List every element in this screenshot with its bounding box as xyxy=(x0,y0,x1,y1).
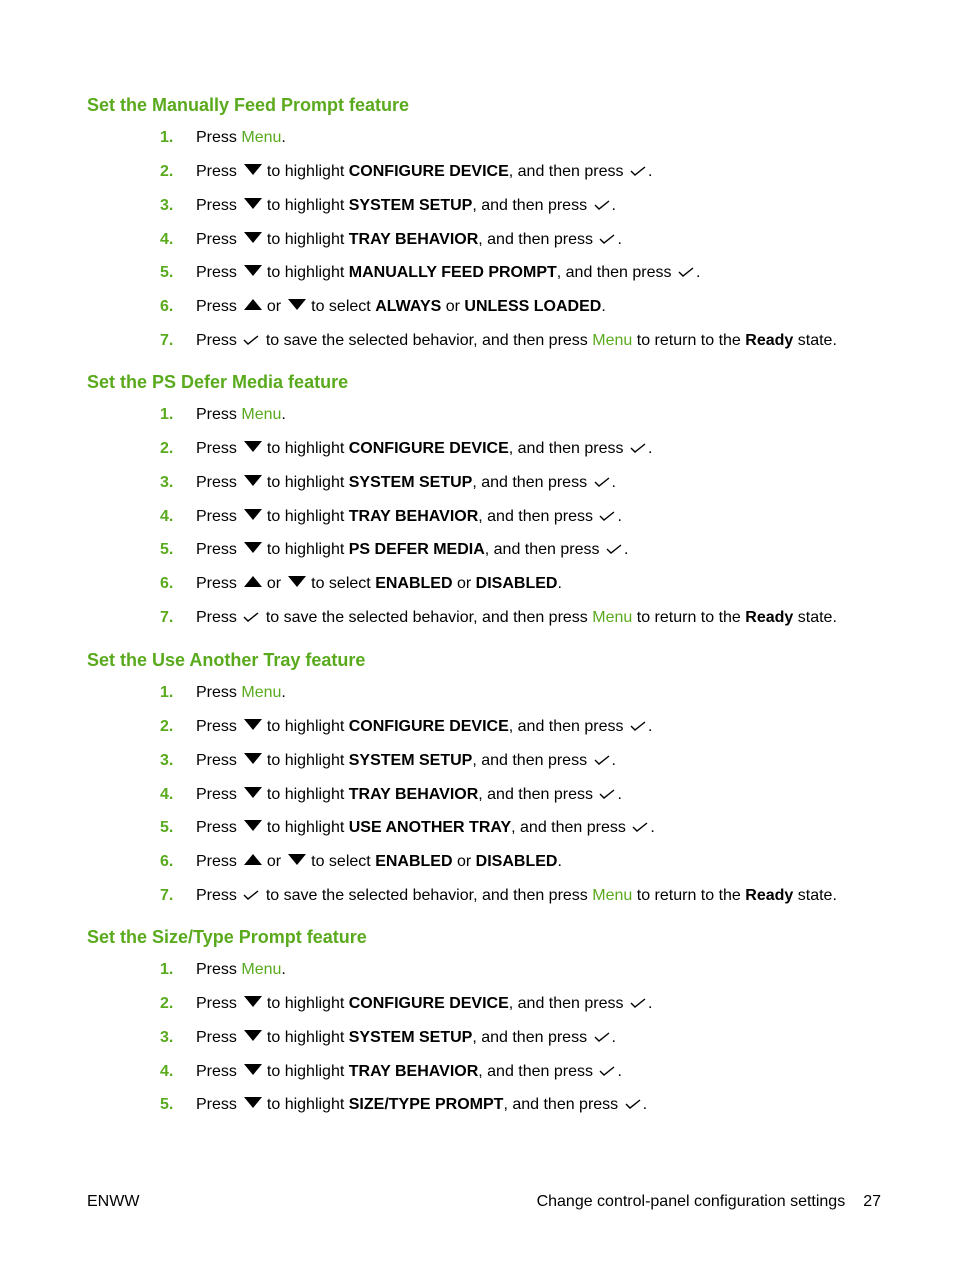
step-text xyxy=(196,608,837,628)
step-press: Press xyxy=(196,298,237,315)
footer-right xyxy=(537,1193,881,1211)
step-number: 2. xyxy=(160,718,174,735)
step-instruction: to return to the xyxy=(636,332,741,349)
step-instruction: to save the selected behavior, and then press xyxy=(265,609,588,626)
step-press: Press xyxy=(196,887,237,904)
step-end: . xyxy=(557,575,562,592)
step-press: Press xyxy=(196,575,237,592)
checkmark-icon xyxy=(630,721,646,731)
menu-item-name: PS DEFER MEDIA xyxy=(348,541,485,558)
step-number: 1. xyxy=(160,406,174,423)
step-instruction: , and then press xyxy=(484,541,600,558)
step-instruction: to highlight xyxy=(266,197,345,214)
checkmark-icon xyxy=(243,890,259,900)
step-press: Press xyxy=(196,1096,237,1113)
menu-item-name: MANUALLY FEED PROMPT xyxy=(348,264,557,281)
down-arrow-icon xyxy=(244,753,262,764)
step-press: Press xyxy=(196,819,237,836)
down-arrow-icon xyxy=(244,1030,262,1041)
step-instruction: , and then press xyxy=(472,197,588,214)
step-text xyxy=(196,1095,647,1115)
step-press: Press xyxy=(196,752,237,769)
step-text xyxy=(196,886,837,906)
step-text xyxy=(196,196,616,216)
step-number: 3. xyxy=(160,1029,174,1046)
step-number: 2. xyxy=(160,995,174,1012)
menu-item-name: SYSTEM SETUP xyxy=(348,752,473,769)
up-arrow-icon xyxy=(244,299,262,310)
step-instruction: , and then press xyxy=(478,1063,594,1080)
step-instruction: , and then press xyxy=(503,1096,619,1113)
step-end: . xyxy=(617,508,622,525)
step-instruction: to select xyxy=(311,298,371,315)
step-press: Press xyxy=(196,197,237,214)
step-number: 5. xyxy=(160,264,174,281)
checkmark-icon xyxy=(599,1066,615,1076)
down-arrow-icon xyxy=(244,164,262,175)
menu-item-name: TRAY BEHAVIOR xyxy=(348,508,479,525)
menu-key: Menu xyxy=(592,887,633,904)
step-end: . xyxy=(695,264,701,281)
step-text xyxy=(196,785,622,805)
step-number: 2. xyxy=(160,440,174,457)
section-heading: Set the Size/Type Prompt feature xyxy=(87,927,367,947)
step-text xyxy=(196,297,606,317)
checkmark-icon xyxy=(606,544,622,554)
down-arrow-icon xyxy=(288,299,306,310)
step-instruction: to select xyxy=(311,575,371,592)
step-end: . xyxy=(617,786,622,803)
step-instruction: to highlight xyxy=(266,1029,345,1046)
step-end: . xyxy=(650,819,655,836)
step-or: or xyxy=(445,298,460,315)
step-press: Press xyxy=(196,853,237,870)
checkmark-icon xyxy=(599,234,615,244)
step-press: Press xyxy=(196,163,237,180)
menu-key: Menu xyxy=(592,609,633,626)
checkmark-icon xyxy=(630,443,646,453)
step-text xyxy=(196,960,286,980)
step-end: . xyxy=(611,1029,616,1046)
step-instruction: to highlight xyxy=(266,995,345,1012)
step-press: Press xyxy=(196,786,237,803)
menu-item-name: CONFIGURE DEVICE xyxy=(348,440,509,457)
step-number: 7. xyxy=(160,609,174,626)
step-press: Press xyxy=(196,474,237,491)
step-instruction: to highlight xyxy=(266,786,345,803)
step-text xyxy=(196,439,652,459)
step-instruction: , and then press xyxy=(472,474,588,491)
menu-key: Menu xyxy=(241,961,282,978)
step-text xyxy=(196,994,652,1014)
step-text xyxy=(196,128,286,148)
step-text xyxy=(196,852,562,872)
down-arrow-icon xyxy=(244,996,262,1007)
step-press: Press xyxy=(196,961,237,978)
checkmark-icon xyxy=(678,267,694,277)
step-instruction: , and then press xyxy=(478,786,594,803)
step-or: or xyxy=(456,575,472,592)
checkmark-icon xyxy=(243,335,259,345)
step-instruction: to highlight xyxy=(266,752,345,769)
down-arrow-icon xyxy=(288,854,306,865)
step-end: . xyxy=(601,298,606,315)
menu-item-name: SYSTEM SETUP xyxy=(348,197,473,214)
section-heading: Set the Manually Feed Prompt feature xyxy=(87,95,410,115)
step-instruction: , and then press xyxy=(508,995,624,1012)
step-instruction: to highlight xyxy=(266,264,345,281)
ready-state: Ready xyxy=(745,887,794,904)
option-value: ENABLED xyxy=(375,853,453,870)
down-arrow-icon xyxy=(244,719,262,730)
ready-state: Ready xyxy=(745,332,794,349)
option-value: DISABLED xyxy=(475,575,558,592)
step-number: 7. xyxy=(160,887,174,904)
step-end: . xyxy=(647,440,653,457)
step-text xyxy=(196,507,622,527)
step-press: Press xyxy=(196,440,237,457)
step-text xyxy=(196,263,700,283)
down-arrow-icon xyxy=(244,232,262,243)
step-end: . xyxy=(623,541,629,558)
step-text xyxy=(196,818,655,838)
down-arrow-icon xyxy=(244,1064,262,1075)
step-text xyxy=(196,405,286,425)
step-instruction: , and then press xyxy=(511,819,626,836)
checkmark-icon xyxy=(243,612,259,622)
step-number: 7. xyxy=(160,332,174,349)
step-number: 2. xyxy=(160,163,174,180)
down-arrow-icon xyxy=(244,787,262,798)
step-end: . xyxy=(281,961,286,978)
step-text xyxy=(196,230,622,250)
step-instruction: to highlight xyxy=(266,718,345,735)
step-instruction: state. xyxy=(797,332,837,349)
step-text xyxy=(196,162,652,182)
step-end: . xyxy=(642,1096,648,1113)
option-value: ALWAYS xyxy=(375,298,442,315)
step-number: 3. xyxy=(160,752,174,769)
footer-chapter-title: Change control-panel configuration settings xyxy=(536,1193,846,1210)
step-instruction: to return to the xyxy=(636,609,741,626)
page-number: 27 xyxy=(863,1193,881,1210)
ready-state: Ready xyxy=(745,609,794,626)
step-press: Press xyxy=(196,406,237,423)
step-number: 4. xyxy=(160,508,174,525)
checkmark-icon xyxy=(599,789,615,799)
section-heading: Set the Use Another Tray feature xyxy=(87,650,366,670)
step-instruction: to save the selected behavior, and then press xyxy=(265,887,588,904)
menu-key: Menu xyxy=(592,332,633,349)
step-instruction: to highlight xyxy=(266,231,345,248)
step-text xyxy=(196,473,616,493)
step-instruction: , and then press xyxy=(472,1029,588,1046)
option-value: UNLESS LOADED xyxy=(464,298,602,315)
step-end: . xyxy=(647,995,653,1012)
step-press: Press xyxy=(196,718,237,735)
menu-key: Menu xyxy=(241,406,282,423)
menu-item-name: CONFIGURE DEVICE xyxy=(348,995,509,1012)
checkmark-icon xyxy=(594,1032,610,1042)
step-number: 6. xyxy=(160,575,174,592)
menu-key: Menu xyxy=(241,684,282,701)
step-instruction: to highlight xyxy=(266,163,345,180)
step-press: Press xyxy=(196,684,237,701)
step-text xyxy=(196,717,652,737)
step-text xyxy=(196,683,286,703)
step-number: 5. xyxy=(160,1096,174,1113)
checkmark-icon xyxy=(632,822,648,832)
menu-item-name: USE ANOTHER TRAY xyxy=(348,819,512,836)
step-press: Press xyxy=(196,995,237,1012)
step-number: 3. xyxy=(160,474,174,491)
step-press: Press xyxy=(196,541,237,558)
step-number: 4. xyxy=(160,231,174,248)
step-end: . xyxy=(647,163,653,180)
step-or: or xyxy=(266,575,282,592)
down-arrow-icon xyxy=(288,576,306,587)
section-heading: Set the PS Defer Media feature xyxy=(87,372,349,392)
step-instruction: to highlight xyxy=(266,819,345,836)
step-end: . xyxy=(281,129,286,146)
step-text xyxy=(196,540,628,560)
menu-item-name: TRAY BEHAVIOR xyxy=(348,786,479,803)
step-instruction: , and then press xyxy=(508,440,624,457)
step-end: . xyxy=(617,231,622,248)
step-end: . xyxy=(281,684,286,701)
step-instruction: to highlight xyxy=(266,1063,345,1080)
menu-key: Menu xyxy=(241,129,282,146)
step-instruction: , and then press xyxy=(508,718,624,735)
step-end: . xyxy=(281,406,286,423)
down-arrow-icon xyxy=(244,441,262,452)
footer-left-label: ENWW xyxy=(87,1193,140,1210)
step-instruction: to highlight xyxy=(266,541,345,558)
option-value: DISABLED xyxy=(475,853,558,870)
step-end: . xyxy=(557,853,562,870)
step-instruction: to highlight xyxy=(266,1096,345,1113)
step-or: or xyxy=(456,853,472,870)
step-number: 1. xyxy=(160,684,174,701)
step-number: 5. xyxy=(160,541,174,558)
step-number: 5. xyxy=(160,819,174,836)
step-instruction: state. xyxy=(797,609,837,626)
step-instruction: to highlight xyxy=(266,508,345,525)
step-press: Press xyxy=(196,508,237,525)
step-instruction: , and then press xyxy=(472,752,588,769)
down-arrow-icon xyxy=(244,542,262,553)
up-arrow-icon xyxy=(244,854,262,865)
menu-item-name: CONFIGURE DEVICE xyxy=(348,163,509,180)
step-end: . xyxy=(611,752,616,769)
down-arrow-icon xyxy=(244,1097,262,1108)
menu-item-name: TRAY BEHAVIOR xyxy=(348,231,479,248)
checkmark-icon xyxy=(599,511,615,521)
down-arrow-icon xyxy=(244,265,262,276)
down-arrow-icon xyxy=(244,475,262,486)
step-end: . xyxy=(611,197,616,214)
menu-item-name: SIZE/TYPE PROMPT xyxy=(348,1096,504,1113)
step-number: 6. xyxy=(160,853,174,870)
checkmark-icon xyxy=(594,200,610,210)
step-press: Press xyxy=(196,332,237,349)
menu-item-name: CONFIGURE DEVICE xyxy=(348,718,509,735)
step-text xyxy=(196,751,616,771)
step-press: Press xyxy=(196,231,237,248)
step-or: or xyxy=(266,853,282,870)
step-number: 1. xyxy=(160,129,174,146)
step-text xyxy=(196,1062,622,1082)
checkmark-icon xyxy=(630,998,646,1008)
step-number: 1. xyxy=(160,961,174,978)
step-number: 6. xyxy=(160,298,174,315)
step-instruction: to save the selected behavior, and then press xyxy=(265,332,588,349)
down-arrow-icon xyxy=(244,509,262,520)
menu-item-name: SYSTEM SETUP xyxy=(348,1029,473,1046)
option-value: ENABLED xyxy=(375,575,453,592)
checkmark-icon xyxy=(625,1099,641,1109)
checkmark-icon xyxy=(594,755,610,765)
step-instruction: , and then press xyxy=(478,231,594,248)
step-number: 3. xyxy=(160,197,174,214)
step-number: 4. xyxy=(160,1063,174,1080)
step-instruction: , and then press xyxy=(478,508,594,525)
step-end: . xyxy=(617,1063,622,1080)
step-or: or xyxy=(266,298,282,315)
step-press: Press xyxy=(196,1029,237,1046)
step-instruction: to highlight xyxy=(266,440,345,457)
down-arrow-icon xyxy=(244,198,262,209)
step-text xyxy=(196,331,837,351)
step-instruction: to return to the xyxy=(636,887,741,904)
menu-item-name: SYSTEM SETUP xyxy=(348,474,473,491)
step-instruction: , and then press xyxy=(556,264,672,281)
step-press: Press xyxy=(196,1063,237,1080)
checkmark-icon xyxy=(630,166,646,176)
step-number: 4. xyxy=(160,786,174,803)
step-end: . xyxy=(611,474,616,491)
down-arrow-icon xyxy=(244,820,262,831)
step-instruction: to highlight xyxy=(266,474,345,491)
step-instruction: , and then press xyxy=(508,163,624,180)
menu-item-name: TRAY BEHAVIOR xyxy=(348,1063,479,1080)
step-press: Press xyxy=(196,129,237,146)
step-instruction: to select xyxy=(311,853,371,870)
step-end: . xyxy=(647,718,653,735)
step-instruction: state. xyxy=(797,887,837,904)
step-press: Press xyxy=(196,264,237,281)
step-text xyxy=(196,574,562,594)
checkmark-icon xyxy=(594,477,610,487)
step-press: Press xyxy=(196,609,237,626)
up-arrow-icon xyxy=(244,576,262,587)
step-text xyxy=(196,1028,616,1048)
